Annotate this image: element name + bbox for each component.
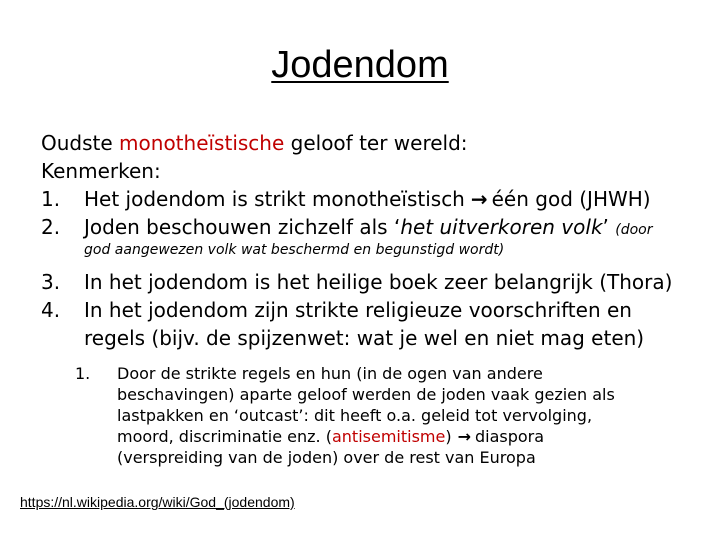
sub-list-number: 1. <box>75 364 91 383</box>
intro-highlight: monotheïstische <box>119 131 285 155</box>
wikipedia-link[interactable]: https://nl.wikipedia.org/wiki/God_(jodendom) <box>20 494 295 510</box>
intro-line <box>41 129 691 157</box>
list-number: 3. <box>41 270 61 294</box>
list-item-quote: ’ <box>602 215 616 239</box>
list-item-text: Joden beschouwen zichzelf als ‘ <box>84 215 401 239</box>
right-arrow-icon: → <box>470 187 488 211</box>
sub-list-text <box>117 426 691 447</box>
list-item-2-note: god aangewezen volk wat beschermd en begunstigd wordt) <box>84 242 505 258</box>
antisemitisme-highlight: antisemitisme <box>331 427 446 446</box>
list-item-text: regels (bijv. de spijzenwet: wat je wel en niet mag eten) <box>84 326 645 350</box>
list-number: 1. <box>41 187 61 211</box>
sub-list-text: lastpakken en ‘outcast’: dit heeft o.a. geleid tot vervolging, <box>117 406 593 425</box>
sub-list-text: (verspreiding van de joden) over de rest van Europa <box>117 448 536 467</box>
list-item-2 <box>41 213 691 241</box>
slide-title: Jodendom <box>271 44 449 86</box>
list-number: 2. <box>41 215 61 239</box>
sub-list-text-part: moord, discriminatie enz. ( <box>117 427 332 446</box>
sub-list-text-part: diaspora <box>474 427 545 446</box>
kenmerken-label: Kenmerken: <box>41 159 161 183</box>
sub-list-text-part: ) <box>445 427 452 446</box>
list-item-3 <box>41 268 691 296</box>
list-item-text: In het jodendom is het heilige boek zeer belangrijk (Thora) <box>84 270 673 294</box>
list-number: 4. <box>41 298 61 322</box>
intro-suffix: geloof ter wereld: <box>284 131 468 155</box>
intro-prefix: Oudste <box>41 131 120 155</box>
list-item-arrow-text: één god (JHWH) <box>491 187 651 211</box>
sub-list-text: Door de strikte regels en hun (in de ogen van andere <box>117 364 543 383</box>
sub-list-text: beschavingen) aparte geloof werden de joden vaak gezien als <box>117 385 615 404</box>
sub-list-item-1 <box>75 363 691 468</box>
slide-body <box>41 129 691 468</box>
right-arrow-icon: → <box>457 427 471 446</box>
list-item-note: (door <box>615 222 653 238</box>
list-item-4 <box>41 296 691 352</box>
list-item-text: Het jodendom is strikt monotheïstisch <box>84 187 465 211</box>
list-item-text: In het jodendom zijn strikte religieuze voorschriften en <box>84 298 632 322</box>
list-item-italic: het uitverkoren volk <box>400 215 603 239</box>
list-item-1 <box>41 185 691 213</box>
